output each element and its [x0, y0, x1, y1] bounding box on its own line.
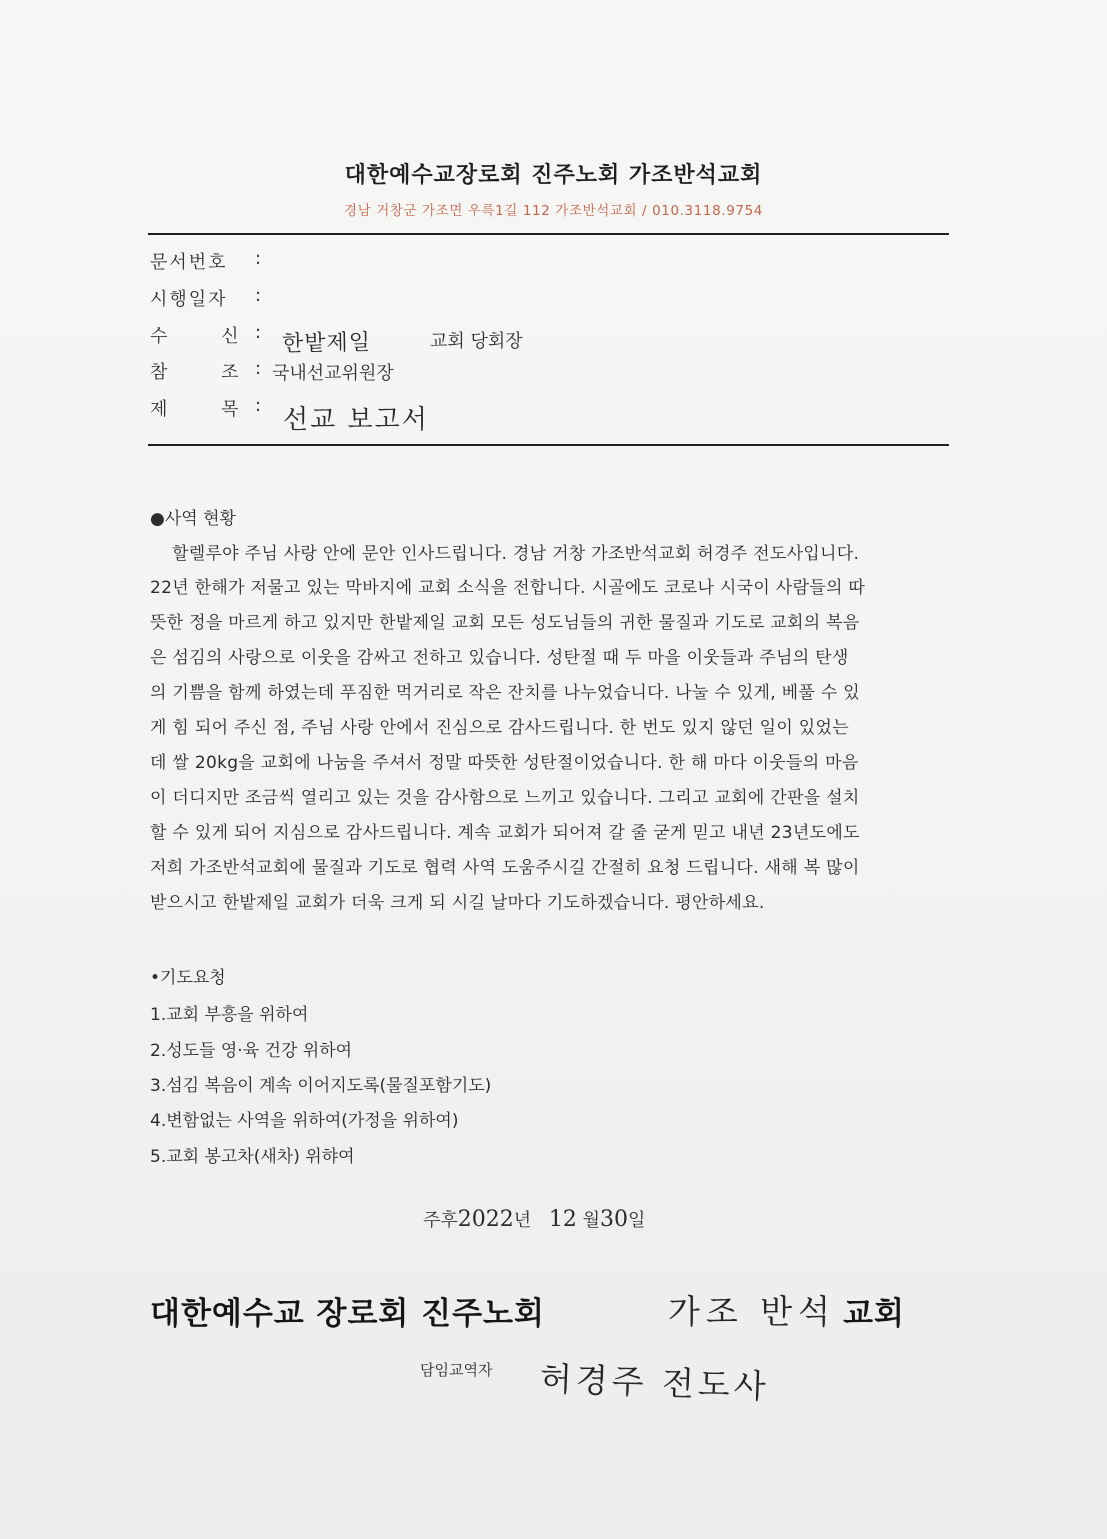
ministry-heading: ●사역 현황 — [150, 509, 236, 529]
prayer-item: 1.교회 부흥을 위하여 — [150, 1005, 309, 1025]
doc-no-label: 문서번호 — [150, 252, 228, 273]
body-line: 은 섬김의 사랑으로 이웃을 감싸고 전하고 있습니다. 성탄절 때 두 마을 이웃들과 주님의 탄생 — [150, 648, 849, 668]
date-day: 30 — [600, 1207, 629, 1232]
subject-label: 제 목 — [150, 399, 239, 420]
prayer-item: 3.섬김 복음이 계속 이어지도록(물질포함기도) — [150, 1076, 492, 1096]
signature-church-suffix: 교회 — [843, 1296, 905, 1332]
body-line: 게 힘 되어 주신 점, 주님 사랑 안에서 진심으로 감사드립니다. 한 번도 있지 않던 일이 있었는 — [150, 718, 849, 738]
recipient-handwritten: 한밭제일 — [281, 330, 372, 357]
signature-organization: 대한예수교 장로회 진주노회 — [150, 1296, 545, 1332]
date-year: 2022 — [457, 1207, 514, 1232]
body-line: 할 수 있게 되어 지심으로 감사드립니다. 계속 교회가 되어져 갈 줄 굳게 믿고 내년 23년도에도 — [150, 823, 860, 843]
ref-label: 참 조 — [150, 362, 239, 383]
body-line: 뜻한 정을 마르게 하고 있지만 한밭제일 교회 모든 성도님들의 귀한 물질과 기도로 교회의 복음 — [150, 613, 860, 633]
body-line: 받으시고 한밭제일 교회가 더욱 크게 되 시길 날마다 기도하겠습니다. 평안하세요. — [150, 893, 765, 913]
signature-role: 담임교역자 — [420, 1361, 493, 1379]
subject-colon: : — [255, 395, 262, 416]
prayer-heading: •기도요청 — [150, 968, 226, 988]
date-month-unit: 월 — [582, 1210, 601, 1231]
ref-value: 국내선교위원장 — [272, 363, 394, 384]
recipient-rest: 교회 당회장 — [430, 331, 523, 352]
body-line: 의 기쁨을 함께 하였는데 푸짐한 먹거리로 작은 잔치를 나누었습니다. 나눌 수 있게, 베풀 수 있 — [150, 683, 860, 703]
date-year-unit: 년 — [513, 1210, 532, 1231]
signature-church-handwritten: 가조 반석 — [668, 1292, 837, 1331]
signature-name-handwritten: 허경주 전도사 — [539, 1359, 771, 1406]
letter-date — [423, 1206, 645, 1232]
body-line: 저희 가조반석교회에 물질과 기도로 협력 사역 도움주시길 간절히 요청 드립니다. 새해 복 많이 — [150, 858, 860, 878]
prayer-item: 5.교회 봉고차(새차) 위햐여 — [150, 1147, 355, 1167]
subject-handwritten: 선교 보고서 — [283, 405, 429, 435]
recipient-colon: : — [255, 322, 262, 343]
doc-no-colon: : — [255, 248, 262, 269]
header-rule-bottom — [148, 444, 949, 446]
prayer-item: 4.변함없는 사역을 위하여(가정을 위하여) — [150, 1111, 459, 1131]
date-day-unit: 일 — [628, 1210, 646, 1231]
ref-colon: : — [255, 358, 262, 379]
body-line: 22년 한해가 저물고 있는 막바지에 교회 소식을 전합니다. 시골에도 코로나 시국이 사람들의 따 — [150, 578, 866, 598]
prayer-item: 2.성도들 영·육 건강 위하여 — [150, 1041, 353, 1061]
letterhead-address: 경남 거창군 가조면 우륵1길 112 가조반석교회 / 010.3118.9754 — [344, 203, 763, 219]
date-prefix: 주후 — [423, 1210, 458, 1231]
body-line: 데 쌀 20kg을 교회에 나눔을 주셔서 정말 따뜻한 성탄절이었습니다. 한 해 마다 이웃들의 마음 — [150, 753, 859, 773]
date-label: 시행일자 — [150, 289, 228, 310]
body-line: 이 더디지만 조금씩 열리고 있는 것을 감사함으로 느끼고 있습니다. 그리고 교회에 간판을 설치 — [150, 788, 860, 808]
header-rule-top — [148, 233, 949, 235]
date-month: 12 — [548, 1207, 577, 1232]
date-colon: : — [255, 285, 262, 306]
letterhead-title: 대한예수교장로회 진주노회 가조반석교회 — [344, 163, 763, 188]
recipient-label: 수 신 — [150, 326, 239, 347]
body-line: 할렐루야 주님 사랑 안에 문안 인사드립니다. 경남 거창 가조반석교회 허경주 전도사입니다. — [172, 544, 860, 564]
